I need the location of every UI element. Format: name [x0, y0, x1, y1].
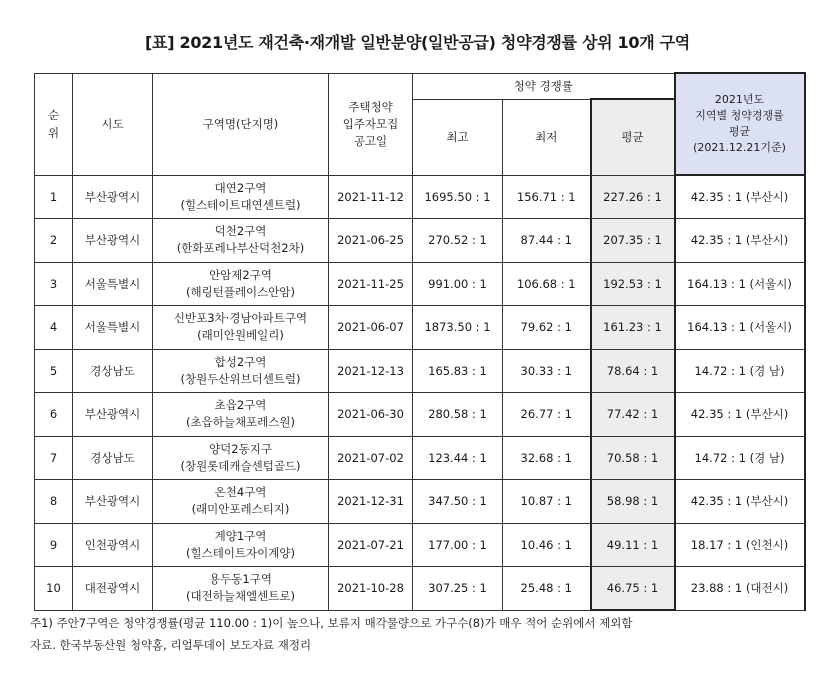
table-row [35, 523, 805, 567]
cell-region: 서울특별시 [73, 306, 153, 350]
cell-regional: 42.35 : 1 (부산시) [675, 219, 805, 263]
cell-max: 177.00 : 1 [413, 523, 503, 567]
area-name: 신반포3차·경남아파트구역 [173, 311, 308, 326]
complex-name: (래미안포레스티지) [191, 502, 290, 517]
table-row [35, 436, 805, 480]
area-name: 온천4구역 [214, 485, 267, 500]
area-name: 안암제2구역 [209, 267, 272, 282]
cell-regional: 18.17 : 1 (인천시) [675, 523, 805, 567]
cell-avg: 70.58 : 1 [591, 436, 675, 480]
cell-region: 서울특별시 [73, 262, 153, 306]
cell-min: 10.87 : 1 [503, 480, 591, 524]
table-row [35, 219, 805, 263]
cell-avg: 161.23 : 1 [591, 306, 675, 350]
complex-name: (힐스테이트대연센트럴) [180, 197, 301, 212]
cell-date: 2021-07-21 [329, 523, 413, 567]
cell-min: 10.46 : 1 [503, 523, 591, 567]
header-competition: 청약 경쟁률 [413, 73, 675, 99]
cell-date: 2021-10-28 [329, 567, 413, 611]
cell-region: 인천광역시 [73, 523, 153, 567]
area-name: 양덕2동지구 [209, 441, 272, 456]
cell-complex [153, 262, 329, 306]
cell-max: 347.50 : 1 [413, 480, 503, 524]
table-row [35, 349, 805, 393]
cell-date: 2021-07-02 [329, 436, 413, 480]
table-row [35, 480, 805, 524]
cell-max: 165.83 : 1 [413, 349, 503, 393]
cell-avg: 192.53 : 1 [591, 262, 675, 306]
cell-region: 부산광역시 [73, 393, 153, 437]
header-min: 최저 [503, 99, 591, 175]
area-name: 덕천2구역 [214, 224, 267, 239]
cell-rank: 8 [35, 480, 73, 524]
footnote-source: 자료. 한국부동산원 청약홈, 리얼투데이 보도자료 재정리 [30, 638, 312, 652]
complex-name: (창원롯데캐슬센텀골드) [180, 458, 301, 473]
area-name: 대연2구역 [214, 180, 267, 195]
cell-date: 2021-12-31 [329, 480, 413, 524]
cell-max: 1695.50 : 1 [413, 175, 503, 219]
complex-name: (힐스테이트자이계양) [186, 545, 295, 560]
cell-rank: 5 [35, 349, 73, 393]
cell-regional: 14.72 : 1 (경 남) [675, 349, 805, 393]
competition-table [34, 72, 806, 611]
complex-name: (초읍하늘채포레스원) [186, 415, 295, 430]
cell-min: 156.71 : 1 [503, 175, 591, 219]
header-avg: 평균 [591, 99, 675, 175]
header-rank: 순 위 [35, 73, 73, 175]
cell-region: 경상남도 [73, 349, 153, 393]
cell-complex [153, 567, 329, 611]
cell-region: 부산광역시 [73, 219, 153, 263]
area-name: 합성2구역 [214, 354, 267, 369]
footnotes [30, 612, 820, 656]
header-max: 최고 [413, 99, 503, 175]
complex-name: (해링턴플레이스안암) [186, 284, 295, 299]
cell-regional: 164.13 : 1 (서울시) [675, 306, 805, 350]
cell-avg: 58.98 : 1 [591, 480, 675, 524]
cell-complex [153, 480, 329, 524]
cell-regional: 23.88 : 1 (대전시) [675, 567, 805, 611]
cell-date: 2021-06-30 [329, 393, 413, 437]
cell-complex [153, 175, 329, 219]
cell-complex [153, 523, 329, 567]
cell-avg: 77.42 : 1 [591, 393, 675, 437]
cell-date: 2021-11-25 [329, 262, 413, 306]
table-row [35, 175, 805, 219]
cell-complex [153, 306, 329, 350]
cell-rank: 4 [35, 306, 73, 350]
cell-avg: 207.35 : 1 [591, 219, 675, 263]
cell-complex [153, 393, 329, 437]
cell-regional: 42.35 : 1 (부산시) [675, 175, 805, 219]
cell-avg: 49.11 : 1 [591, 523, 675, 567]
header-region: 시도 [73, 73, 153, 175]
cell-date: 2021-06-07 [329, 306, 413, 350]
complex-name: (래미안원베일리) [197, 328, 284, 343]
cell-region: 부산광역시 [73, 480, 153, 524]
cell-rank: 6 [35, 393, 73, 437]
cell-min: 106.68 : 1 [503, 262, 591, 306]
cell-regional: 14.72 : 1 (경 남) [675, 436, 805, 480]
cell-rank: 10 [35, 567, 73, 611]
header-complex: 구역명(단지명) [153, 73, 329, 175]
table-row [35, 567, 805, 611]
cell-rank: 7 [35, 436, 73, 480]
area-name: 계양1구역 [214, 528, 267, 543]
complex-name: (대전하늘채엘센트로) [186, 589, 295, 604]
cell-max: 307.25 : 1 [413, 567, 503, 611]
cell-rank: 2 [35, 219, 73, 263]
area-name: 초읍2구역 [214, 398, 267, 413]
area-name: 용두동1구역 [209, 572, 272, 587]
complex-name: (창원두산위브더센트럴) [180, 371, 301, 386]
cell-min: 32.68 : 1 [503, 436, 591, 480]
cell-min: 25.48 : 1 [503, 567, 591, 611]
cell-max: 123.44 : 1 [413, 436, 503, 480]
cell-avg: 227.26 : 1 [591, 175, 675, 219]
cell-regional: 164.13 : 1 (서울시) [675, 262, 805, 306]
cell-min: 26.77 : 1 [503, 393, 591, 437]
cell-region: 경상남도 [73, 436, 153, 480]
cell-rank: 1 [35, 175, 73, 219]
header-notice-date: 주택청약 입주자모집 공고일 [329, 73, 413, 175]
cell-date: 2021-12-13 [329, 349, 413, 393]
cell-complex [153, 436, 329, 480]
footnote-1: 주1) 주안7구역은 청약경쟁률(평균 110.00 : 1)이 높으나, 보류지 매각물량으로 가구수(8)가 매우 적어 순위에서 제외함 [30, 616, 633, 630]
cell-min: 87.44 : 1 [503, 219, 591, 263]
cell-rank: 3 [35, 262, 73, 306]
table-row [35, 306, 805, 350]
cell-complex [153, 349, 329, 393]
cell-date: 2021-06-25 [329, 219, 413, 263]
cell-avg: 78.64 : 1 [591, 349, 675, 393]
cell-max: 991.00 : 1 [413, 262, 503, 306]
cell-regional: 42.35 : 1 (부산시) [675, 480, 805, 524]
cell-regional: 42.35 : 1 (부산시) [675, 393, 805, 437]
table-row [35, 393, 805, 437]
cell-rank: 9 [35, 523, 73, 567]
cell-min: 79.62 : 1 [503, 306, 591, 350]
cell-max: 280.58 : 1 [413, 393, 503, 437]
cell-region: 부산광역시 [73, 175, 153, 219]
table-row [35, 262, 805, 306]
cell-avg: 46.75 : 1 [591, 567, 675, 611]
table-title: [표] 2021년도 재건축·재개발 일반분양(일반공급) 청약경쟁률 상위 10개 구역 [145, 33, 690, 52]
cell-region: 대전광역시 [73, 567, 153, 611]
table-body [35, 175, 805, 610]
cell-min: 30.33 : 1 [503, 349, 591, 393]
cell-date: 2021-11-12 [329, 175, 413, 219]
cell-complex [153, 219, 329, 263]
header-regional-avg: 2021년도 지역별 청약경쟁률 평균 (2021.12.21기준) [675, 73, 805, 175]
cell-max: 1873.50 : 1 [413, 306, 503, 350]
complex-name: (한화포레나부산덕천2차) [176, 241, 305, 256]
cell-max: 270.52 : 1 [413, 219, 503, 263]
